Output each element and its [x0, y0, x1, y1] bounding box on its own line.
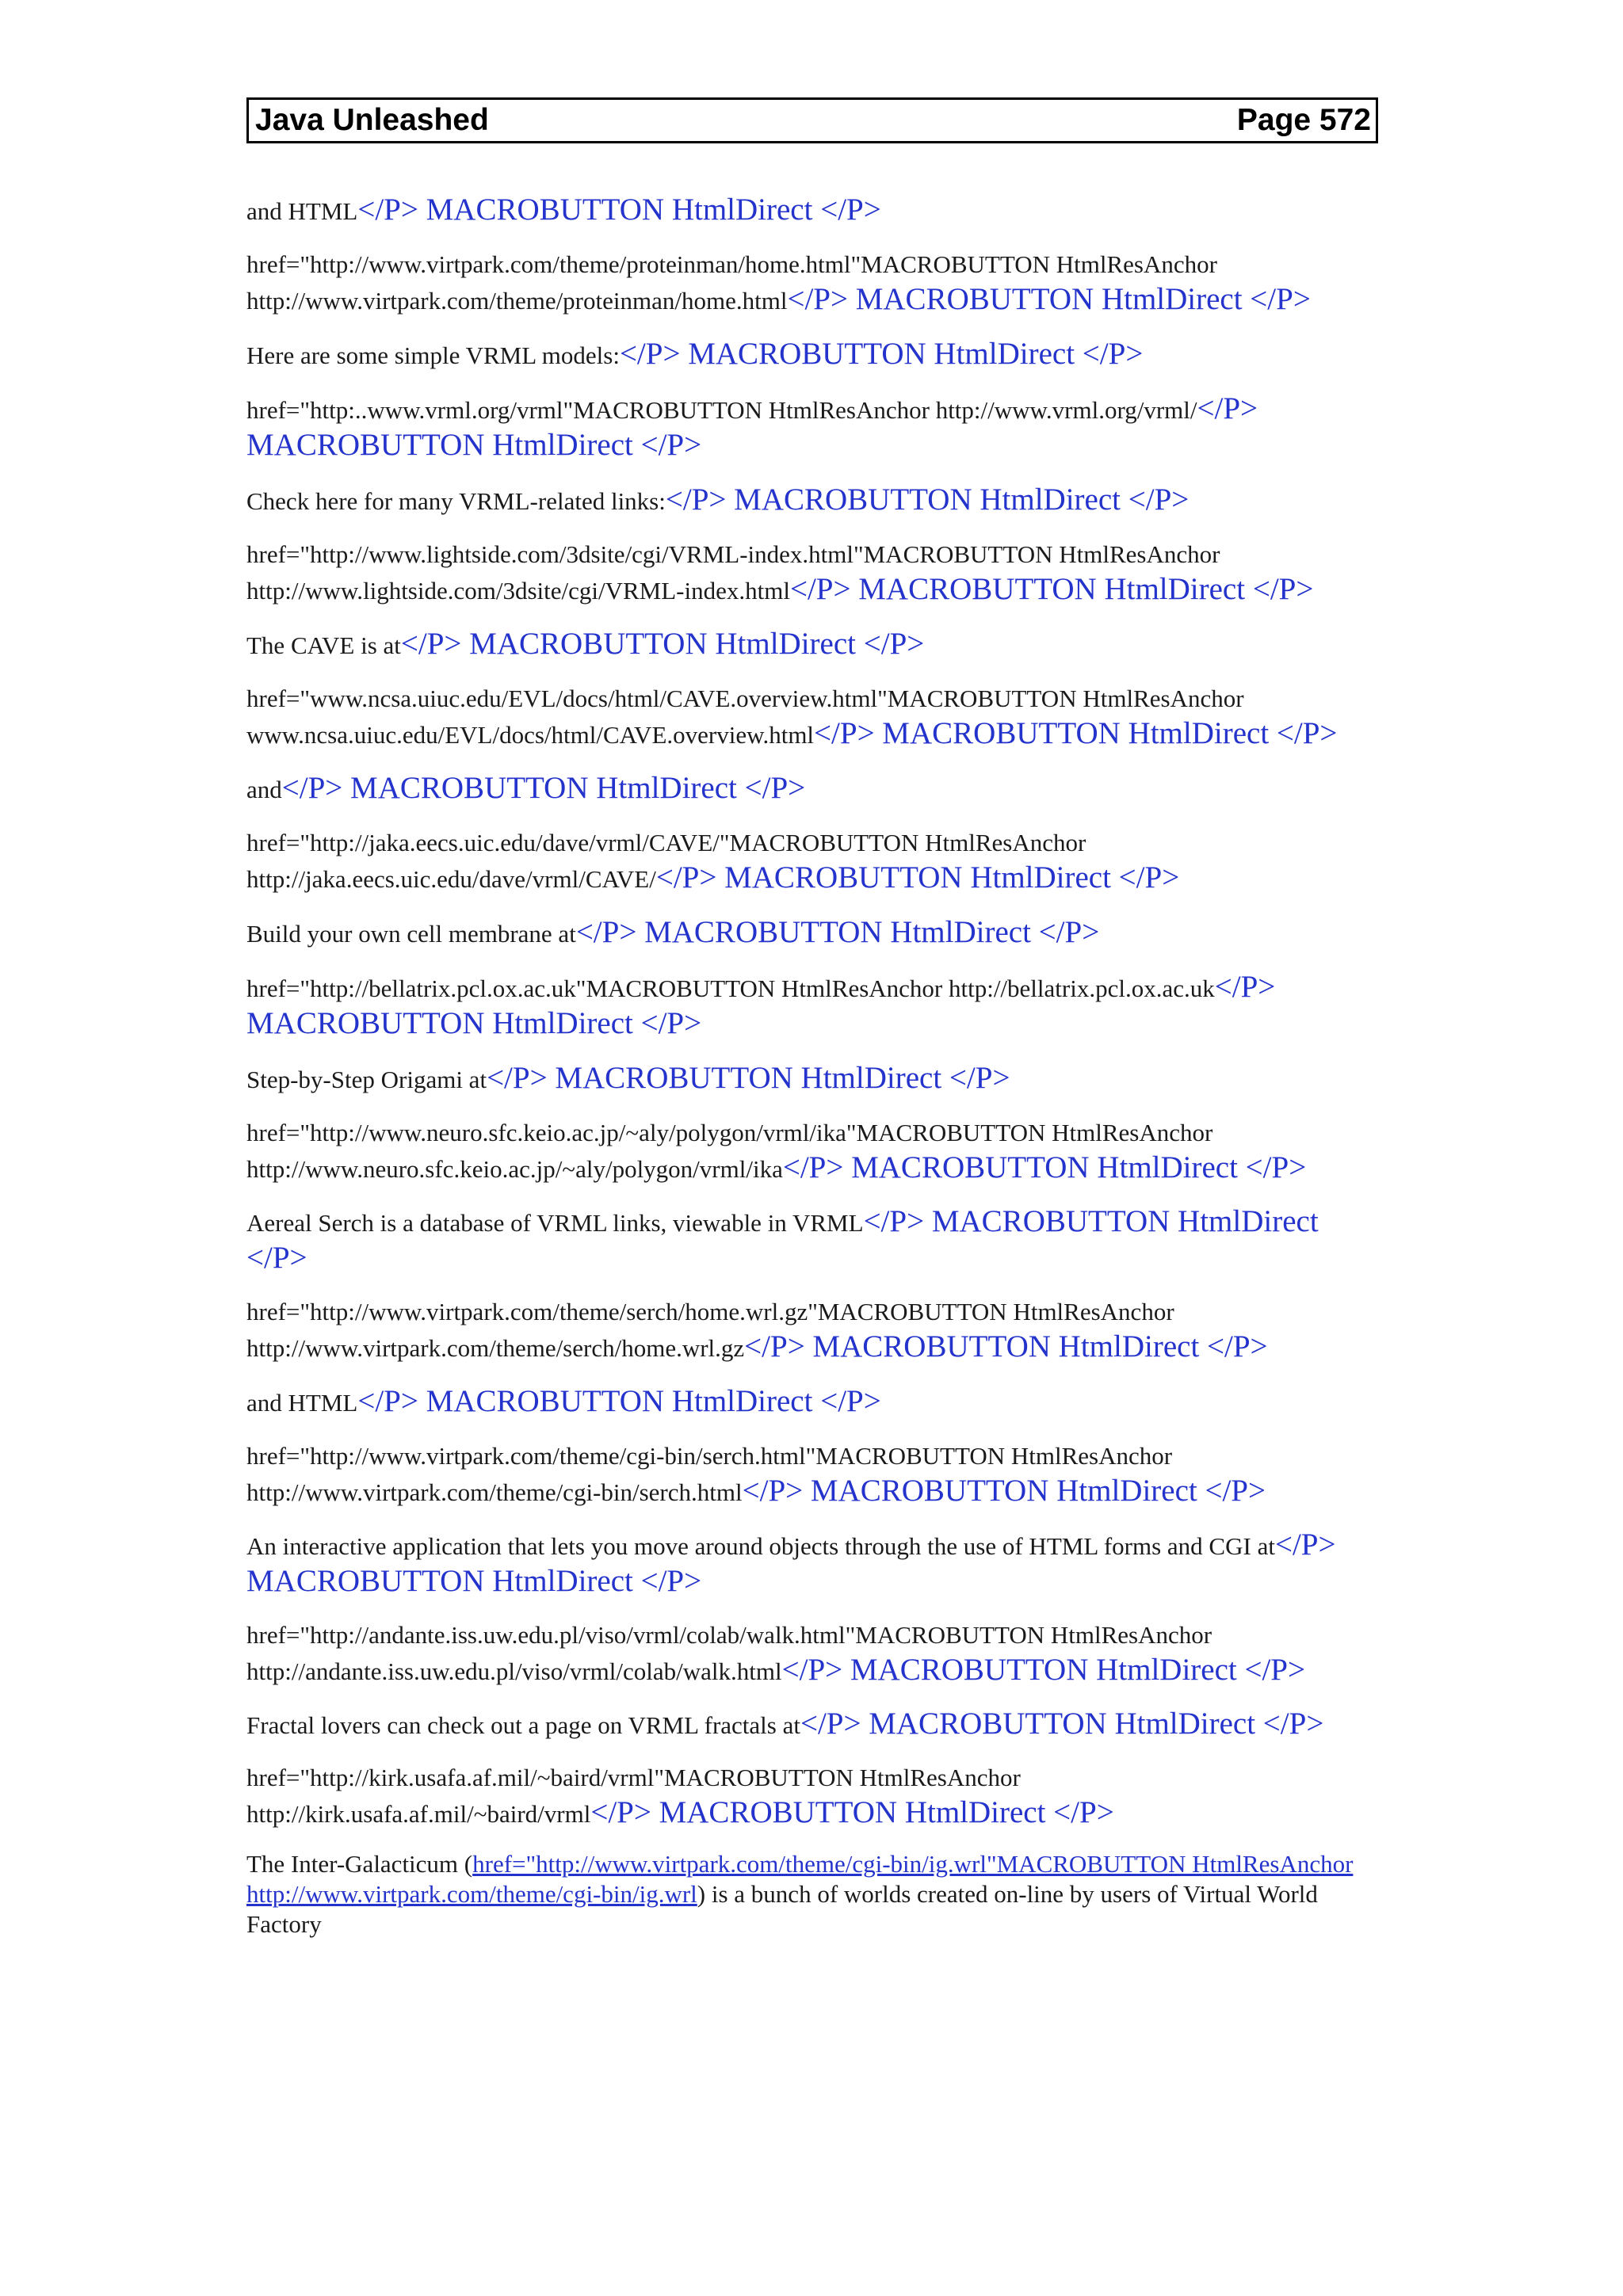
macrobutton-link[interactable]: </P> MACROBUTTON HtmlDirect </P> — [400, 627, 925, 661]
macrobutton-link[interactable]: </P> MACROBUTTON HtmlDirect </P> — [246, 970, 1276, 1040]
final-text-before: The Inter-Galacticum ( — [246, 1850, 473, 1878]
page-header — [246, 97, 1378, 143]
macrobutton-link[interactable]: </P> MACROBUTTON HtmlDirect </P> — [800, 1707, 1324, 1741]
book-title: Java Unleashed — [255, 103, 489, 137]
paragraph-text: href="http://www.virtpark.com/theme/cgi-bin/serch.html"MACROBUTTON HtmlResAnchor http://www.virtpark.com/theme/cgi-bin/serch.html — [246, 1442, 1173, 1506]
paragraph-text: Fractal lovers can check out a page on VRML fractals at — [246, 1711, 800, 1739]
paragraph-text: Aereal Serch is a database of VRML links, viewable in VRML — [246, 1209, 864, 1237]
paragraph — [246, 970, 1380, 1043]
macrobutton-link[interactable]: </P> MACROBUTTON HtmlDirect </P> — [281, 771, 806, 805]
macrobutton-link[interactable]: </P> MACROBUTTON HtmlDirect </P> — [787, 282, 1311, 316]
macrobutton-link[interactable]: </P> MACROBUTTON HtmlDirect </P> — [742, 1474, 1266, 1508]
paragraph-text: href="http://www.neuro.sfc.keio.ac.jp/~aly/polygon/vrml/ika"MACROBUTTON HtmlResAnchor http://www.neuro.sfc.keio.ac.jp/~aly/polygon/vrml/ika — [246, 1119, 1213, 1183]
macrobutton-link[interactable]: </P> MACROBUTTON HtmlDirect </P> — [781, 1653, 1305, 1687]
paragraph — [246, 1383, 1380, 1421]
paragraph-text: href="www.ncsa.uiuc.edu/EVL/docs/html/CAVE.overview.html"MACROBUTTON HtmlResAnchor www.ncsa.uiuc.edu/EVL/docs/html/CAVE.overview.html — [246, 685, 1244, 749]
paragraph-text: An interactive application that lets you move around objects through the use of HTML forms and CGI at — [246, 1532, 1275, 1560]
paragraph — [246, 482, 1380, 520]
inter-galacticum-link[interactable]: href="http://www.virtpark.com/theme/cgi-bin/ig.wrl"MACROBUTTON HtmlResAnchor http://www.virtpark.com/theme/cgi-bin/ig.wrl — [246, 1850, 1354, 1908]
page-number: Page 572 — [1236, 103, 1371, 137]
macrobutton-link[interactable]: </P> MACROBUTTON HtmlDirect </P> — [590, 1795, 1114, 1829]
paragraph — [246, 1760, 1380, 1832]
final-text-after: ) is a bunch of worlds created on-line by users of Virtual World Factory — [246, 1880, 1318, 1938]
macrobutton-link[interactable]: </P> MACROBUTTON HtmlDirect </P> — [782, 1150, 1307, 1184]
macrobutton-link[interactable]: </P> MACROBUTTON HtmlDirect </P> — [246, 1527, 1336, 1598]
macrobutton-link[interactable]: </P> MACROBUTTON HtmlDirect </P> — [655, 860, 1180, 894]
macrobutton-link[interactable]: </P> MACROBUTTON HtmlDirect </P> — [575, 915, 1100, 949]
paragraph — [246, 1204, 1380, 1277]
macrobutton-link[interactable]: </P> MACROBUTTON HtmlDirect </P> — [665, 482, 1190, 517]
paragraph-text: href="http://www.virtpark.com/theme/proteinman/home.html"MACROBUTTON HtmlResAnchor http://www.virtpark.com/theme/proteinman/home.html — [246, 250, 1217, 315]
paragraph — [246, 770, 1380, 808]
macrobutton-link[interactable]: </P> MACROBUTTON HtmlDirect </P> — [789, 572, 1314, 606]
macrobutton-link[interactable]: </P> MACROBUTTON HtmlDirect </P> — [814, 716, 1338, 750]
paragraph-text: href="http://www.lightside.com/3dsite/cgi/VRML-index.html"MACROBUTTON HtmlResAnchor http://www.lightside.com/3dsite/cgi/VRML-index.html — [246, 540, 1220, 605]
paragraph-text: and HTML — [246, 197, 358, 225]
final-paragraph — [246, 1849, 1380, 1939]
paragraph — [246, 826, 1380, 897]
paragraph-text: and HTML — [246, 1389, 358, 1417]
macrobutton-link[interactable]: </P> MACROBUTTON HtmlDirect </P> — [487, 1061, 1010, 1095]
paragraph — [246, 681, 1380, 753]
paragraph — [246, 537, 1380, 608]
paragraph — [246, 192, 1380, 230]
paragraph-text: and — [246, 776, 282, 803]
paragraph — [246, 1707, 1380, 1743]
paragraph — [246, 914, 1380, 952]
page-content — [246, 192, 1380, 1957]
paragraph-text: href="http://kirk.usafa.af.mil/~baird/vrml"MACROBUTTON HtmlResAnchor http://kirk.usafa.af.mil/~baird/vrml — [246, 1764, 1021, 1828]
paragraph — [246, 247, 1380, 318]
macrobutton-link[interactable]: </P> MACROBUTTON HtmlDirect </P> — [619, 337, 1144, 371]
paragraph — [246, 1116, 1380, 1187]
macrobutton-link[interactable]: </P> MACROBUTTON HtmlDirect </P> — [357, 1384, 881, 1418]
paragraph — [246, 391, 1380, 464]
macrobutton-link[interactable]: </P> MACROBUTTON HtmlDirect </P> — [744, 1329, 1268, 1363]
paragraph — [246, 1618, 1380, 1689]
paragraph-text: The CAVE is at — [246, 631, 401, 659]
macrobutton-link[interactable]: </P> MACROBUTTON HtmlDirect </P> — [246, 391, 1258, 462]
paragraph-text: Check here for many VRML-related links: — [246, 487, 666, 515]
paragraph-text: href="http://jaka.eecs.uic.edu/dave/vrml/CAVE/"MACROBUTTON HtmlResAnchor http://jaka.eecs.uic.edu/dave/vrml/CAVE/ — [246, 829, 1086, 893]
macrobutton-link[interactable]: </P> MACROBUTTON HtmlDirect </P> — [246, 1204, 1319, 1275]
paragraph — [246, 336, 1380, 374]
paragraph — [246, 1295, 1380, 1366]
paragraph-text: Here are some simple VRML models: — [246, 341, 620, 369]
paragraph-text: href="http://www.virtpark.com/theme/serch/home.wrl.gz"MACROBUTTON HtmlResAnchor http://www.virtpark.com/theme/serch/home.wrl.gz — [246, 1298, 1174, 1362]
paragraph — [246, 1527, 1380, 1600]
paragraph-text: Step-by-Step Origami at — [246, 1066, 487, 1093]
paragraph-text: href="http://bellatrix.pcl.ox.ac.uk"MACROBUTTON HtmlResAnchor http://bellatrix.pcl.ox.ac.uk — [246, 974, 1215, 1002]
macrobutton-link[interactable]: </P> MACROBUTTON HtmlDirect </P> — [357, 193, 881, 227]
paragraph-text: href="http://andante.iss.uw.edu.pl/viso/vrml/colab/walk.html"MACROBUTTON HtmlResAnchor http://andante.iss.uw.edu.pl/viso/vrml/colab/walk.html — [246, 1621, 1212, 1685]
paragraph — [246, 626, 1380, 664]
paragraph-text: Build your own cell membrane at — [246, 920, 576, 948]
paragraph-text: href="http:..www.vrml.org/vrml"MACROBUTTON HtmlResAnchor http://www.vrml.org/vrml/ — [246, 396, 1197, 424]
paragraph — [246, 1060, 1380, 1098]
paragraph — [246, 1439, 1380, 1510]
